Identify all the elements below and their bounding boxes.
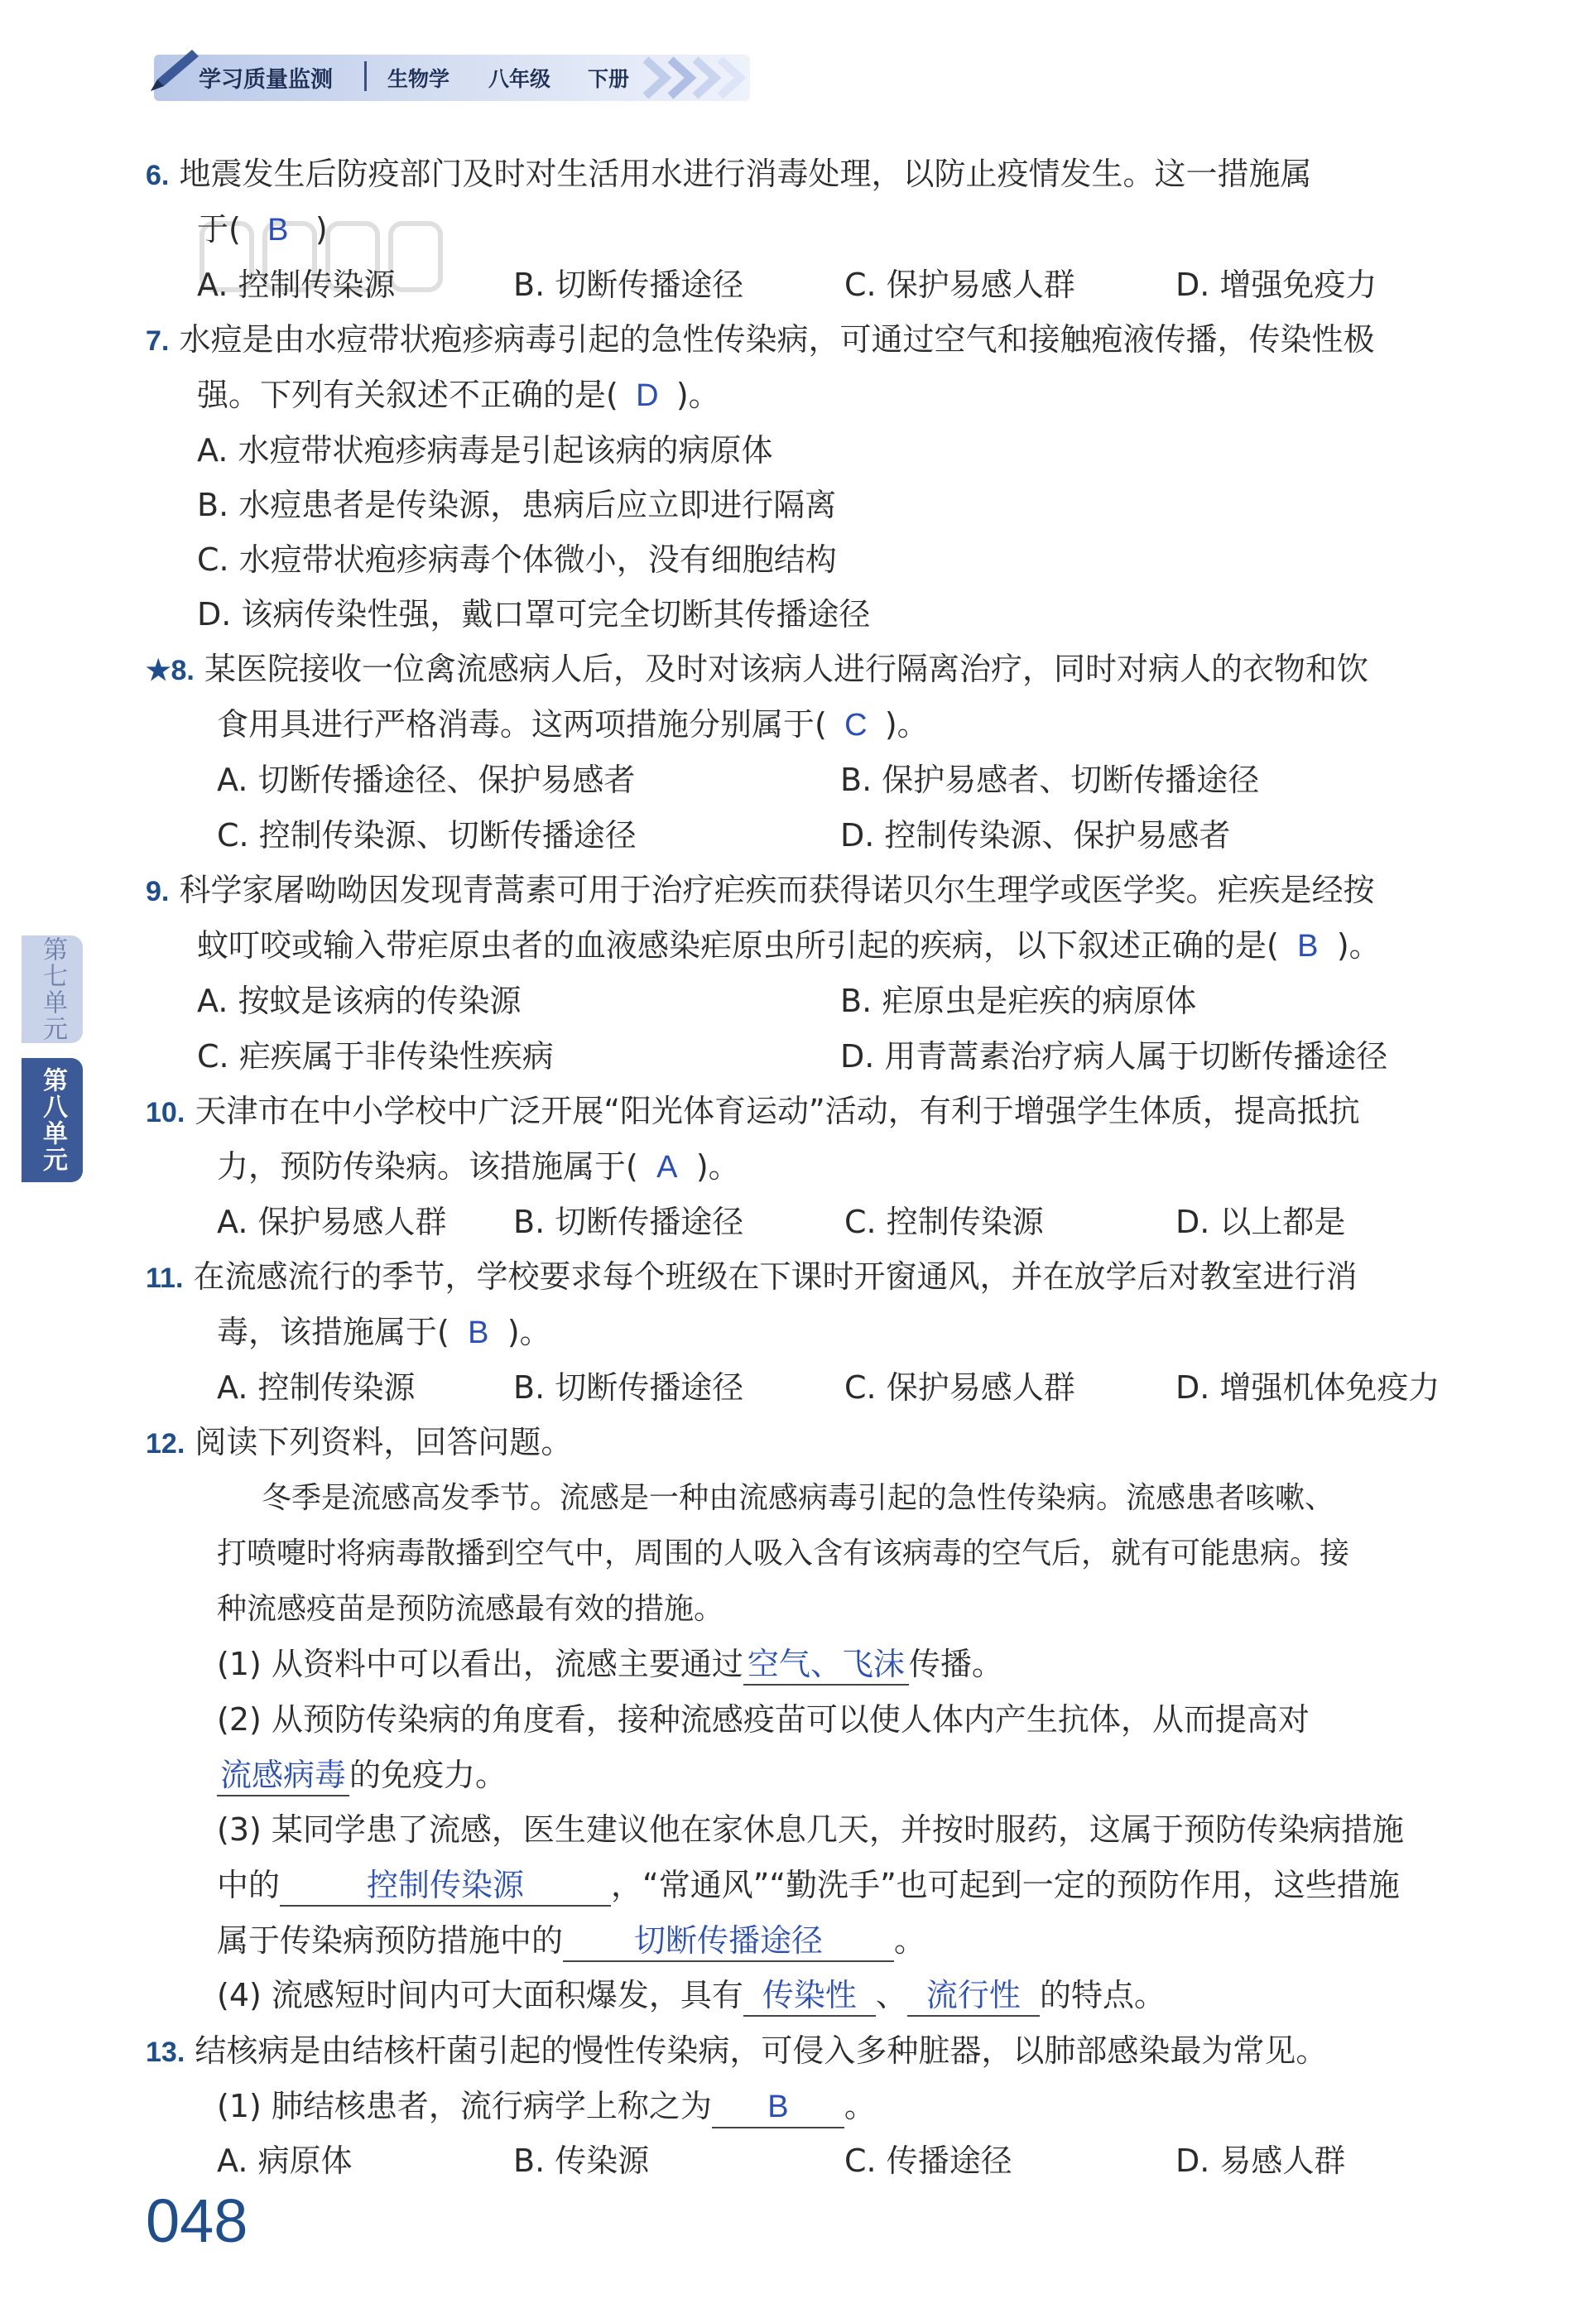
- header-grade: 八年级: [488, 67, 551, 91]
- question-text: 。: [894, 1922, 926, 1959]
- header-divider: [364, 61, 367, 91]
- question-text: 地震发生后防疫部门及时对生活用水进行消毒处理，以防止疫情发生。这一措施属: [179, 156, 1312, 192]
- question-11-line-1: [146, 1258, 1358, 1296]
- answer-mark: C: [844, 708, 868, 743]
- option-b: B. 传染源: [513, 2143, 650, 2179]
- question-text: (1) 肺结核患者，流行病学上称之为: [217, 2088, 712, 2124]
- answer-blank: 切断传播途径: [563, 1922, 894, 1962]
- answer-blank: 流行性: [907, 1977, 1040, 2017]
- answer-blank: 流感病毒: [217, 1757, 349, 1796]
- question-text: ，“常通风”“勤洗手”也可起到一定的预防作用，这些措施: [611, 1867, 1400, 1903]
- question-8-line-1: [146, 651, 1368, 689]
- question-text: )。: [507, 1314, 551, 1350]
- answer-blank: 传染性: [743, 1977, 876, 2017]
- question-text: )。: [1336, 927, 1381, 964]
- pencil-icon: [146, 46, 204, 96]
- question-9-line-1: [146, 872, 1374, 910]
- answer-mark: B: [1297, 929, 1319, 964]
- question-12-line-1: [146, 1424, 572, 1462]
- option-d: D. 控制传染源、保护易感者: [840, 817, 1231, 854]
- option-c: C. 水痘带状疱疹病毒个体微小，没有细胞结构: [197, 541, 837, 578]
- question-12-part-3-line-2: [217, 1867, 1400, 1907]
- question-number: 11.: [146, 1262, 184, 1294]
- option-c: C. 控制传染源、切断传播途径: [217, 817, 637, 854]
- option-b: B. 切断传播途径: [513, 1369, 744, 1406]
- option-a: A. 控制传染源: [197, 267, 396, 303]
- option-b: B. 水痘患者是传染源，患病后应立即进行隔离: [197, 487, 837, 523]
- question-text: 的免疫力。: [349, 1757, 507, 1793]
- question-number: 13.: [146, 2037, 185, 2068]
- question-10-line-2: [217, 1148, 740, 1187]
- question-text: )。: [884, 706, 929, 743]
- option-a: A. 水痘带状疱疹病毒是引起该病的病原体: [197, 432, 773, 469]
- question-number: ★8.: [146, 655, 195, 686]
- reading-passage-line-1: 冬季是流感高发季节。流感是一种由流感病毒引起的急性传染病。流感患者咳嗽、: [262, 1481, 1335, 1515]
- question-text: (4) 流感短时间内可大面积爆发，具有: [217, 1977, 743, 2013]
- question-text: 科学家屠呦呦因发现青蒿素可用于治疗疟疾而获得诺贝尔生理学或医学奖。疟疾是经按: [179, 872, 1375, 908]
- question-text: 毒，该措施属于(: [217, 1314, 449, 1350]
- question-11-line-2: [217, 1314, 551, 1353]
- question-text: 。: [844, 2088, 876, 2124]
- question-text: )。: [695, 1148, 740, 1185]
- option-a: A. 切断传播途径、保护易感者: [217, 762, 636, 798]
- question-text: 属于传染病预防措施中的: [217, 1922, 564, 1959]
- header-brand: 学习质量监测: [199, 67, 333, 93]
- answer-mark: B: [468, 1315, 489, 1350]
- question-6-line-1: [146, 156, 1311, 194]
- answer-mark: B: [267, 213, 289, 248]
- question-text: 食用具进行严格消毒。这两项措施分别属于(: [217, 706, 827, 743]
- option-b: B. 切断传播途径: [513, 267, 744, 303]
- question-text: 于(: [197, 211, 241, 248]
- option-a: A. 保护易感人群: [217, 1204, 447, 1240]
- answer-mark: A: [656, 1150, 678, 1185]
- question-12-part-2-line-1: (2) 从预防传染病的角度看，接种流感疫苗可以使人体内产生抗体，从而提高对: [217, 1701, 1310, 1738]
- chevrons-icon: [637, 55, 753, 101]
- question-text: 阅读下列资料，回答问题。: [195, 1424, 573, 1460]
- question-text: (1) 从资料中可以看出，流感主要通过: [217, 1646, 743, 1682]
- question-text: 传播。: [908, 1646, 1003, 1682]
- answer-blank: B: [712, 2089, 844, 2128]
- question-7-line-1: [146, 321, 1374, 359]
- question-number: 12.: [146, 1428, 185, 1460]
- question-text: 强。下列有关叙述不正确的是(: [197, 377, 618, 413]
- question-text: 在流感流行的季节，学校要求每个班级在下课时开窗通风，并在放学后对教室进行消: [193, 1258, 1358, 1295]
- option-a: A. 控制传染源: [217, 1369, 416, 1406]
- question-12-part-3-line-3: [217, 1922, 925, 1962]
- question-12-part-2-line-2: [217, 1757, 507, 1796]
- option-d: D. 增强免疫力: [1175, 267, 1377, 303]
- header-volume: 下册: [588, 67, 630, 91]
- question-text: 的特点。: [1039, 1977, 1166, 2013]
- question-text: 蚊叮咬或输入带疟原虫者的血液感染疟原虫所引起的疾病，以下叙述正确的是(: [197, 927, 1279, 964]
- question-number: 7.: [146, 325, 170, 357]
- option-d: D. 以上都是: [1175, 1204, 1346, 1240]
- option-c: C. 传播途径: [844, 2143, 1012, 2179]
- option-a: A. 按蚊是该病的传染源: [197, 983, 522, 1019]
- question-6-line-2: [197, 211, 328, 250]
- question-7-line-2: [197, 377, 720, 416]
- option-c: C. 疟疾属于非传染性疾病: [197, 1038, 554, 1075]
- question-number: 10.: [146, 1097, 185, 1128]
- question-13-line-1: [146, 2032, 1327, 2070]
- question-text: 某医院接收一位禽流感病人后，及时对该病人进行隔离治疗，同时对病人的衣物和饮: [204, 651, 1368, 687]
- question-10-line-1: [146, 1093, 1360, 1131]
- option-d: D. 易感人群: [1175, 2143, 1346, 2179]
- reading-passage-line-2: 打喷嚏时将病毒散播到空气中，周围的人吸入含有该病毒的空气后，就有可能患病。接: [217, 1537, 1350, 1570]
- question-12-part-4: [217, 1977, 1166, 2017]
- option-c: C. 保护易感人群: [844, 267, 1075, 303]
- option-d: D. 用青蒿素治疗病人属于切断传播途径: [840, 1038, 1388, 1075]
- option-b: B. 疟原虫是疟疾的病原体: [840, 983, 1197, 1019]
- answer-blank: 空气、飞沫: [743, 1646, 909, 1686]
- page-number: 048: [146, 2186, 248, 2255]
- option-d: D. 增强机体免疫力: [1175, 1369, 1440, 1406]
- question-8-line-2: [217, 706, 929, 745]
- question-text: 、: [875, 1977, 907, 2013]
- answer-blank: 控制传染源: [280, 1867, 611, 1907]
- question-text: 力，预防传染病。该措施属于(: [217, 1148, 638, 1185]
- side-tab-unit-8: 第八单元: [22, 1058, 83, 1182]
- option-c: C. 保护易感人群: [844, 1369, 1075, 1406]
- question-12-part-1: [217, 1646, 1003, 1686]
- question-text: 中的: [217, 1867, 281, 1903]
- option-d: D. 该病传染性强，戴口罩可完全切断其传播途径: [197, 596, 871, 632]
- question-number: 6.: [146, 160, 170, 191]
- question-text: 天津市在中小学校中广泛开展“阳光体育运动”活动，有利于增强学生体质，提高抵抗: [195, 1093, 1360, 1129]
- question-text: 水痘是由水痘带状疱疹病毒引起的急性传染病，可通过空气和接触疱液传播，传染性极: [179, 321, 1375, 358]
- question-number: 9.: [146, 876, 170, 907]
- question-13-part-1: [217, 2088, 876, 2128]
- question-9-line-2: [197, 927, 1381, 966]
- side-tab-unit-7: 第七单元: [22, 935, 83, 1043]
- option-c: C. 控制传染源: [844, 1204, 1044, 1240]
- question-text: )。: [675, 377, 720, 413]
- question-text: 结核病是由结核杆菌引起的慢性传染病，可侵入多种脏器，以肺部感染最为常见。: [195, 2032, 1328, 2069]
- answer-mark: D: [636, 378, 659, 413]
- question-12-part-3-line-1: (3) 某同学患了流感，医生建议他在家休息几天，并按时服药，这属于预防传染病措施: [217, 1811, 1404, 1848]
- header-subject: 生物学: [387, 67, 450, 91]
- option-b: B. 保护易感者、切断传播途径: [840, 762, 1260, 798]
- question-text: ): [315, 211, 328, 248]
- option-a: A. 病原体: [217, 2143, 353, 2179]
- option-b: B. 切断传播途径: [513, 1204, 744, 1240]
- reading-passage-line-3: 种流感疫苗是预防流感最有效的措施。: [217, 1592, 724, 1626]
